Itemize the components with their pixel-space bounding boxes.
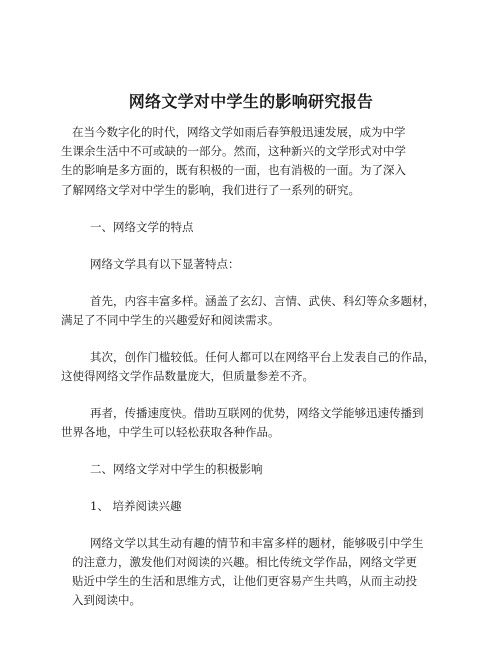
section-1-heading: 一、网络文学的特点	[90, 220, 194, 234]
point-3-line-1: 再者，传播速度快。借助互联网的优势，网络文学能够迅速传播到	[90, 406, 424, 420]
subsection-1-line-1: 网络文学以其生动有趣的情节和丰富多样的题材，能够吸引中学生	[90, 536, 424, 550]
subsection-1-heading: 1、 培养阅读兴趣	[90, 499, 182, 513]
section-2-heading: 二、网络文学对中学生的积极影响	[90, 462, 263, 476]
subsection-1-line-2: 的注意力，激发他们对阅读的兴趣。相比传统文学作品，网络文学更	[72, 555, 417, 569]
intro-line-3: 生的影响是多方面的，既有积极的一面，也有消极的一面。为了深入	[61, 163, 406, 177]
document-title: 网络文学对中学生的影响研究报告	[128, 92, 374, 111]
intro-line-1: 在当今数字化的时代，网络文学如雨后春笋般迅速发展，成为中学	[72, 125, 406, 139]
subsection-1-line-4: 入到阅读中。	[72, 593, 141, 607]
point-2-line-1: 其次，创作门槛较低。任何人都可以在网络平台上发表自己的作品，	[90, 350, 435, 364]
subsection-1-line-3: 贴近中学生的生活和思维方式，让他们更容易产生共鸣，从而主动投	[72, 574, 417, 588]
section-1-lead: 网络文学具有以下显著特点：	[90, 257, 240, 271]
point-1-line-1: 首先，内容丰富多样。涵盖了玄幻、言情、武侠、科幻等众多题材，	[90, 294, 435, 308]
point-2-line-2: 这使得网络文学作品数量庞大，但质量参差不齐。	[61, 369, 314, 383]
intro-line-4: 了解网络文学对中学生的影响，我们进行了一系列的研究。	[61, 183, 360, 197]
intro-line-2: 生课余生活中不可或缺的一部分。然而，这种新兴的文学形式对中学	[61, 144, 406, 158]
point-1-line-2: 满足了不同中学生的兴趣爱好和阅读需求。	[61, 313, 280, 327]
point-3-line-2: 世界各地，中学生可以轻松获取各种作品。	[61, 425, 280, 439]
